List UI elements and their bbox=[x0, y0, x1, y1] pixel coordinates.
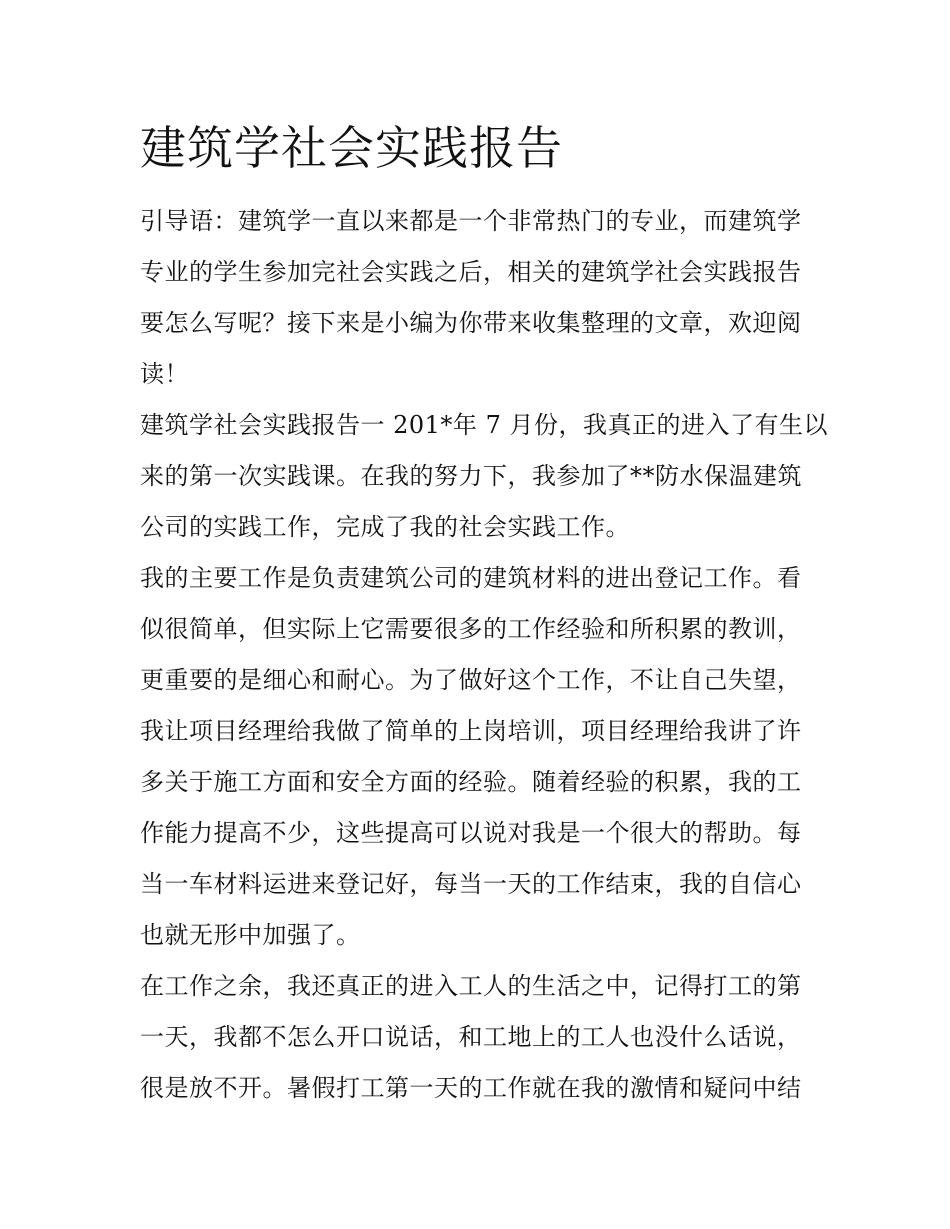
paragraph-line: 专业的学生参加完社会实践之后，相关的建筑学社会实践报告 bbox=[140, 258, 802, 286]
document-body bbox=[140, 196, 828, 1114]
paragraph-report-one bbox=[140, 400, 828, 553]
paragraph-line: 作能力提高不少，这些提高可以说对我是一个很大的帮助。每 bbox=[140, 819, 802, 847]
paragraph-line: 更重要的是细心和耐心。为了做好这个工作，不让自己失望， bbox=[140, 666, 802, 694]
paragraph-line: 我的主要工作是负责建筑公司的建筑材料的进出登记工作。看 bbox=[140, 564, 802, 592]
paragraph-line: 当一车材料运进来登记好，每当一天的工作结束，我的自信心 bbox=[140, 870, 802, 898]
paragraph-line: 要怎么写呢？接下来是小编为你带来收集整理的文章，欢迎阅 bbox=[140, 309, 802, 337]
paragraph-line: 很是放不开。暑假打工第一天的工作就在我的激情和疑问中结 bbox=[140, 1074, 802, 1102]
paragraph-after-work bbox=[140, 961, 812, 1114]
paragraph-line: 也就无形中加强了。 bbox=[140, 921, 361, 949]
paragraph-line: 建筑学社会实践报告一 201*年 7 月份，我真正的进入了有生以 bbox=[140, 411, 828, 439]
paragraph-line: 一天，我都不怎么开口说话，和工地上的工人也没什么话说， bbox=[140, 1023, 802, 1051]
paragraph-intro bbox=[140, 196, 812, 400]
paragraph-main-work bbox=[140, 553, 812, 961]
paragraph-line: 多关于施工方面和安全方面的经验。随着经验的积累，我的工 bbox=[140, 768, 802, 796]
document-content bbox=[140, 118, 828, 1114]
paragraph-line: 来的第一次实践课。在我的努力下，我参加了**防水保温建筑 bbox=[140, 462, 802, 490]
paragraph-line: 引导语：建筑学一直以来都是一个非常热门的专业，而建筑学 bbox=[140, 207, 802, 235]
paragraph-line: 读！ bbox=[140, 360, 189, 388]
paragraph-line: 似很简单，但实际上它需要很多的工作经验和所积累的教训， bbox=[140, 615, 802, 643]
paragraph-line: 公司的实践工作，完成了我的社会实践工作。 bbox=[140, 513, 630, 541]
document-title: 建筑学社会实践报告 bbox=[140, 121, 563, 175]
paragraph-line: 在工作之余，我还真正的进入工人的生活之中，记得打工的第 bbox=[140, 972, 802, 1000]
paragraph-line: 我让项目经理给我做了简单的上岗培训，项目经理给我讲了许 bbox=[140, 717, 802, 745]
